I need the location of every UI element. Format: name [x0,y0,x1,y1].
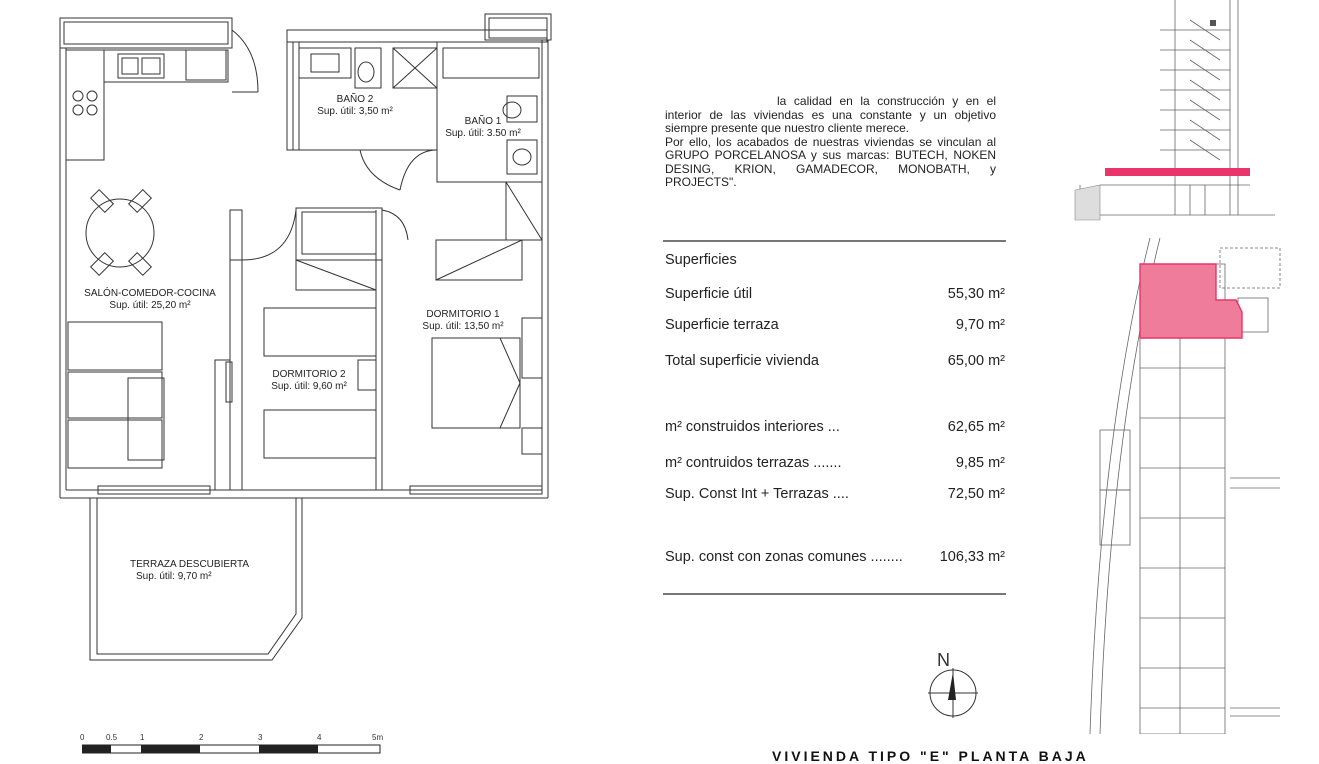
surface-label: m² construidos interiores ... [665,419,840,435]
scale-tick: 2 [199,733,204,742]
surface-label: Total superficie vivienda [665,353,819,369]
scale-tick: 5m [372,733,384,742]
scale-bar [82,744,382,754]
room-bano-2 [300,94,410,118]
room-name: SALÓN-COMEDOR-COCINA [84,288,216,299]
surface-value: 62,65 m² [947,419,1005,435]
surface-label: m² contruidos terrazas ....... [665,455,842,471]
room-salon-comedor-cocina [80,288,220,312]
room-terraza-descubierta [130,559,266,583]
surface-row [665,486,1005,502]
plan-title: VIVIENDA TIPO "E" PLANTA BAJA [772,748,1089,764]
room-name: TERRAZA DESCUBIERTA [130,559,250,570]
surfaces-heading [665,252,1005,268]
room-area: Sup. útil: 13,50 m² [422,321,504,332]
building-section [1070,0,1280,225]
description-paragraph-1: la calidad en la construcción y en el interior de las viviendas es una constante y un objetivo siempre presente que nuestro cliente merece. [665,94,996,135]
room-name: BAÑO 2 [336,94,374,105]
floor-plan [0,0,560,680]
room-name: DORMITORIO 1 [426,309,500,320]
room-dormitorio-2 [256,369,362,393]
room-dormitorio-1 [410,309,516,333]
room-name: BAÑO 1 [464,116,502,127]
surface-label: Sup. const con zonas comunes ........ [665,549,903,565]
room-name: DORMITORIO 2 [272,369,346,380]
surfaces-heading-text: Superficies [665,252,737,268]
room-area: Sup. útil: 3,50 m² [317,106,393,117]
room-area: Sup. útil: 3.50 m² [445,128,521,139]
surface-label: Superficie útil [665,286,753,302]
site-plan [1070,238,1282,734]
surface-value: 9,85 m² [955,455,1005,471]
description-paragraph-2: Por ello, los acabados de nuestras viviendas se vinculan al GRUPO PORCELANOSA y sus marcas: BUTECH, NOKEN DESING, KRION, GAMADECOR, MONOBATH, y PROJECTS". [665,134,996,189]
room-area: Sup. útil: 9,60 m² [271,381,347,392]
surface-label: Sup. Const Int + Terrazas .... [665,486,849,502]
surfaces-bottom-rule [663,593,1006,595]
surface-row [665,549,1005,565]
surface-row [665,353,1005,369]
surface-value: 72,50 m² [947,486,1005,502]
scale-tick: 3 [258,733,263,742]
scale-tick: 1 [140,733,145,742]
surface-label: Superficie terraza [665,317,779,333]
surface-row [665,286,1005,302]
scale-tick: 0 [80,733,85,742]
surface-row [665,317,1005,333]
scale-tick: 4 [317,733,322,742]
room-bano-1 [436,116,530,140]
surface-value: 65,00 m² [947,353,1005,369]
surfaces-top-rule [663,240,1006,242]
surface-row [665,455,1005,471]
north-label: N [937,650,950,670]
surface-row [665,419,1005,435]
north-arrow-icon [928,668,982,722]
description-text [665,95,996,190]
surface-value: 9,70 m² [955,317,1005,333]
scale-tick: 0.5 [106,733,118,742]
surface-value: 55,30 m² [947,286,1005,302]
room-area: Sup. útil: 25,20 m² [109,300,191,311]
surface-value: 106,33 m² [939,549,1005,565]
room-area: Sup. útil: 9,70 m² [136,571,212,582]
